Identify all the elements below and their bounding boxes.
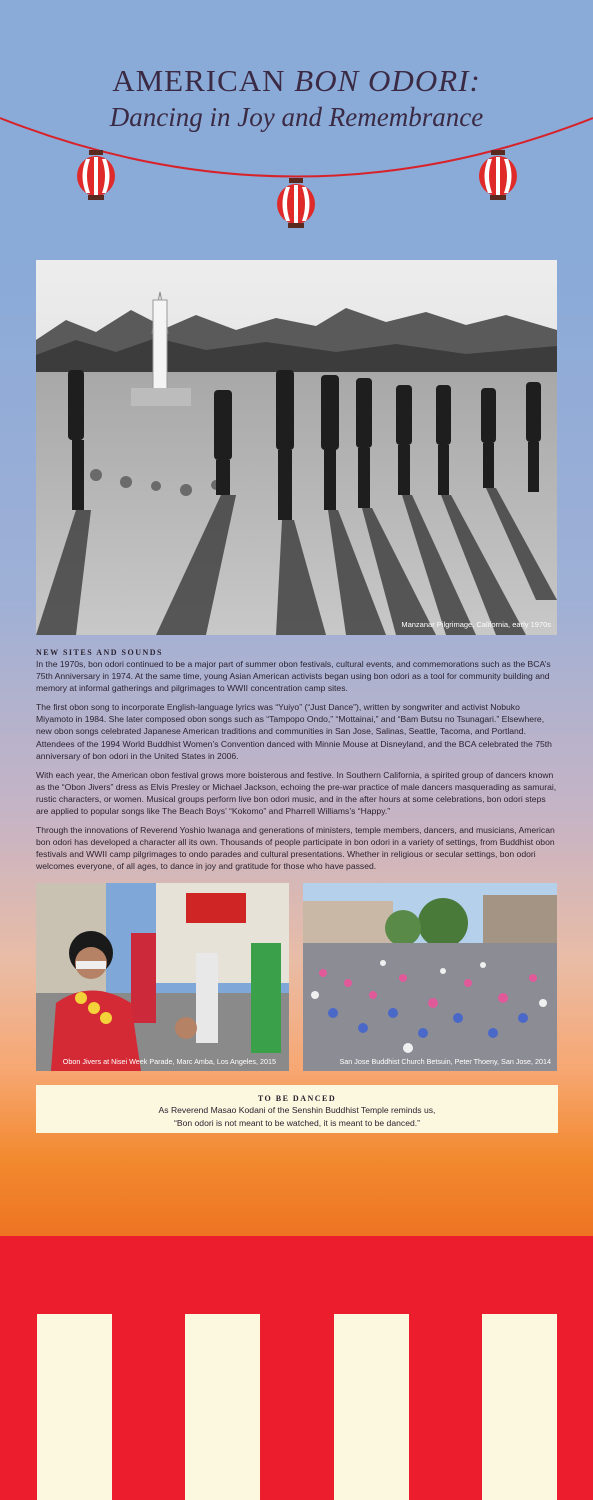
paragraph-4: Through the innovations of Reverend Yoshio Iwanaga and generations of ministers, temple members, dancers, and musicians, American bon odori has developed a character all its own. Thousands of people participate in bon odori in a variety of settings, from Buddhist obon festivals and WWII camp pilgrimages to ondo parades and cultural presentations. Whether in religious or secular settings, bon odori welcomes everyone, of all ages, to dance in joy and gratitude for those who have passed. <box>36 825 555 872</box>
right-photo-caption: San Jose Buddhist Church Betsuin, Peter Thoeny, San Jose, 2014 <box>339 1057 551 1066</box>
paragraph-2: The first obon song to incorporate English-language lyrics was “Yuiyo” (“Just Dance”), written by songwriter and activist Nobuko Miyamoto in 1984. She later composed obon songs such as “Tampopo Ondo,” “Mottainai,” and “Bam Butsu no Tsunagari.” Elsewhere, new obon songs celebrated Japanese American traditions and communities in San Jose, Salinas, Seattle, Tacoma, and Portland. Attendees of the 1994 World Buddhist Women’s Convention danced with Minnie Mouse at Disneyland, and the BCA celebrated the 75th anniversary of bon odori in the United States in 2006. <box>36 702 552 761</box>
striped-banner <box>0 1236 593 1500</box>
obon-jivers-photo <box>36 883 289 1071</box>
quote-heading: TO BE DANCED <box>257 1094 337 1103</box>
cream-stripe <box>185 1314 260 1500</box>
section-new-sites <box>36 648 558 880</box>
title-italic: BON ODORI: <box>294 63 481 98</box>
title-line-1 <box>0 64 593 98</box>
quote-box <box>36 1085 558 1133</box>
section-heading: NEW SITES AND SOUNDS <box>36 648 163 657</box>
san-jose-betsuin-photo <box>303 883 557 1071</box>
title-line-2: Dancing in Joy and Remembrance <box>109 102 484 132</box>
title-plain: AMERICAN <box>112 63 295 98</box>
lantern-icon <box>478 150 518 200</box>
quote-line-2: “Bon odori is not meant to be watched, it is meant to be danced.” <box>173 1117 421 1128</box>
panel-title <box>0 64 593 134</box>
paragraph-3: With each year, the American obon festival grows more boisterous and festive. In Southern California, a spirited group of dancers known as the “Obon Jivers” dress as Elvis Presley or Michael Jackson, echoing the pre-war practice of male dancers masquerading as samurai, rustic characters, or women. Musical groups perform live bon odori music, and in the after hours at some celebrations, bon odori steps are applied to popular songs like The Beach Boys’ “Kokomo” and Pharrell Williams’s “Happy.” <box>36 769 557 817</box>
manzanar-photo <box>36 260 557 635</box>
left-photo-caption: Obon Jivers at Nisei Week Parade, Marc Amba, Los Angeles, 2015 <box>62 1057 276 1066</box>
lantern-icon <box>276 178 316 228</box>
quote-line-1: As Reverend Masao Kodani of the Senshin Buddhist Temple reminds us, <box>158 1105 436 1115</box>
cream-stripe <box>37 1314 112 1500</box>
cream-stripe <box>334 1314 409 1500</box>
cream-stripe <box>482 1314 557 1500</box>
paragraph-1: In the 1970s, bon odori continued to be a major part of summer obon festivals, cultural events, and commemorations such as the BCA’s 75th Anniversary in 1974. At the same time, young Asian American activists began using bon odori as a tool for community building and memory at informal gatherings and pilgrimages to WWII concentration camp sites. <box>36 659 551 694</box>
lantern-icon <box>76 150 116 200</box>
top-photo-caption: Manzanar Pilgrimage, California, early 1970s <box>401 620 551 629</box>
